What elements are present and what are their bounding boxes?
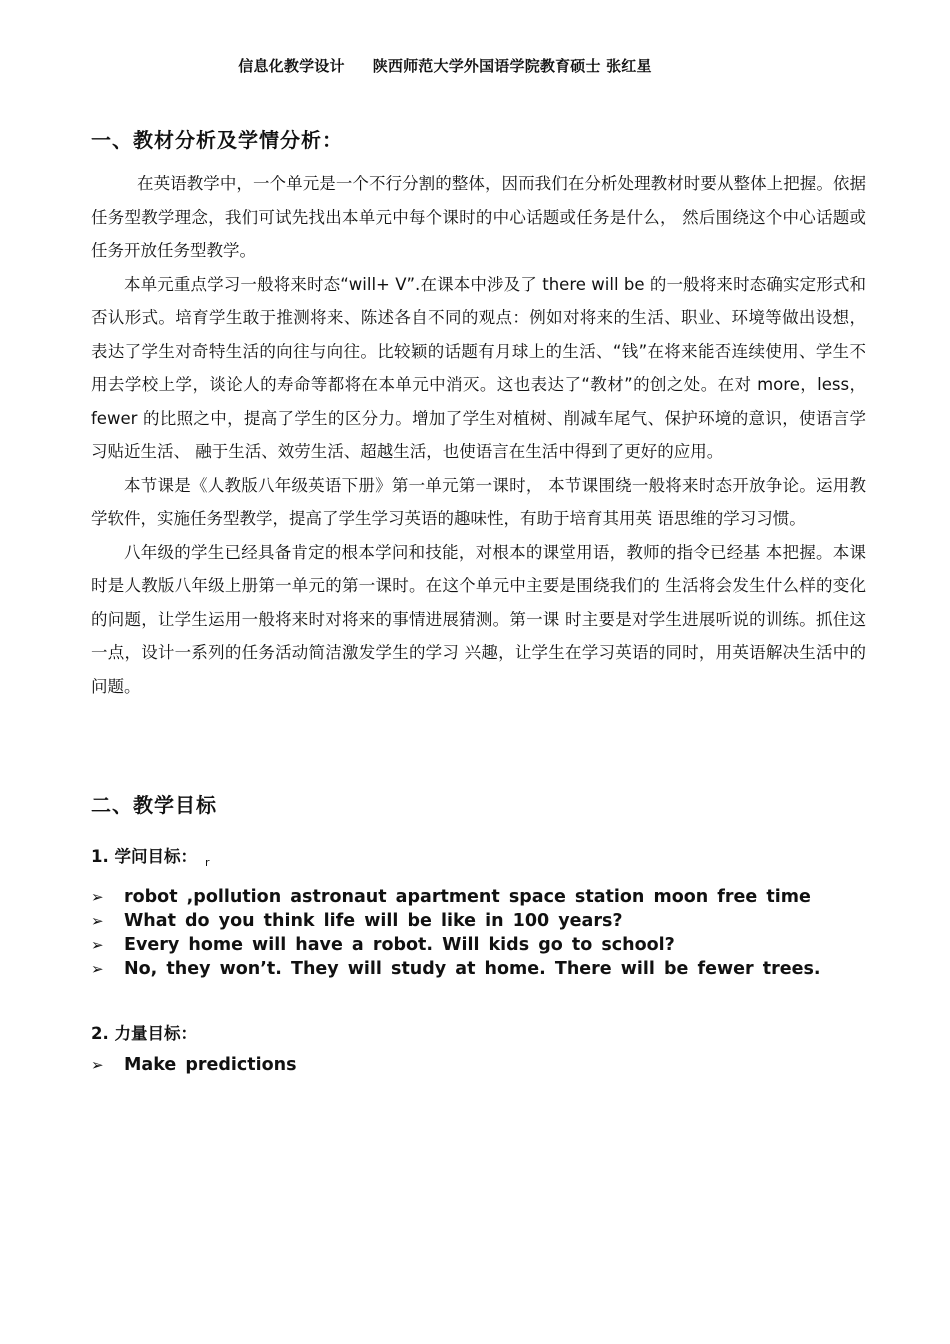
list-item-text: What do you think life will be like in 100 years? [124, 911, 623, 931]
header-left: 信息化教学设计 [238, 57, 345, 75]
list-item [91, 1055, 861, 1076]
section1-title: 一、教材分析及学情分析： [91, 128, 343, 152]
paragraph-3: 本节课是《人教版八年级英语下册》第一单元第一课时， 本节课围绕一般将来时态开放争论。运用教学软件，实施任务型教学，提高了学生学习英语的趣味性，有助于培育其用英 语思维的学习习惯。 [91, 475, 866, 528]
list-item [91, 911, 861, 932]
arrowhead-icon: ➢ [91, 888, 104, 906]
knowledge-goal-label [91, 843, 210, 867]
list-item [91, 887, 861, 908]
stray-mark: r [205, 856, 210, 869]
arrowhead-icon: ➢ [91, 960, 104, 978]
paragraph-2: 本单元重点学习一般将来时态“will+ V”.在课本中涉及了 there will be 的一般将来时态确实定形式和否认形式。培育学生敢于推测将来、陈述各自不同的观点：例如对将来的生活、职业、环境等做出设想，表达了学生对奇特生活的向往与向往。比较颖的话题有月球上的生活、“钱”在将来能否连续使用、学生不用去学校上学，谈论人的寿命等都将在本单元中消灭。这也表达了“教材”的创之处。在对 more，less，fewer 的比照之中，提高了学生的区分力。增加了学生对植树、削减车尾气、保护环境的意识，使语言学习贴近生活、 融于生活、效劳生活、超越生活，也使语言在生活中得到了更好的应用。 [91, 274, 866, 461]
list-item [91, 959, 861, 980]
arrowhead-icon: ➢ [91, 912, 104, 930]
arrowhead-icon: ➢ [91, 936, 104, 954]
ability-goal-list [91, 1055, 861, 1079]
knowledge-goal-text: 1. 学问目标： [91, 847, 197, 866]
paragraph-4: 八年级的学生已经具备肯定的根本学问和技能，对根本的课堂用语，教师的指令已经基 本把握。本课时是人教版八年级上册第一单元的第一课时。在这个单元中主要是围绕我们的 生活将会发生什么样的变化的问题，让学生运用一般将来时对将来的事情进展猜测。第一课 时主要是对学生进展听说的训练。抓住这一点，设计一系列的任务活动简洁激发学生的学习 兴趣，让学生在学习英语的同时，用英语解决生活中的问题。 [91, 542, 866, 696]
list-item-text: robot ,pollution astronaut apartment space station moon free time [124, 887, 811, 907]
header-right: 陕西师范大学外国语学院教育硕士 张红星 [372, 57, 652, 75]
section1-body [91, 167, 866, 703]
arrowhead-icon: ➢ [91, 1056, 104, 1074]
list-item-text: Make predictions [124, 1055, 297, 1075]
list-item [91, 935, 861, 956]
list-item-text: No, they won’t. They will study at home. There will be fewer trees. [124, 959, 821, 979]
section2-title: 二、教学目标 [91, 793, 217, 817]
page-header [0, 55, 890, 76]
knowledge-goal-list [91, 887, 861, 983]
paragraph-1: 在英语教学中，一个单元是一个不行分割的整体，因而我们在分析处理教材时要从整体上把握。依据任务型教学理念，我们可试先找出本单元中每个课时的中心话题或任务是什么， 然后围绕这个中心话题或任务开放任务型教学。 [91, 174, 866, 260]
list-item-text: Every home will have a robot. Will kids go to school? [124, 935, 675, 955]
ability-goal-label: 2. 力量目标： [91, 1024, 197, 1043]
